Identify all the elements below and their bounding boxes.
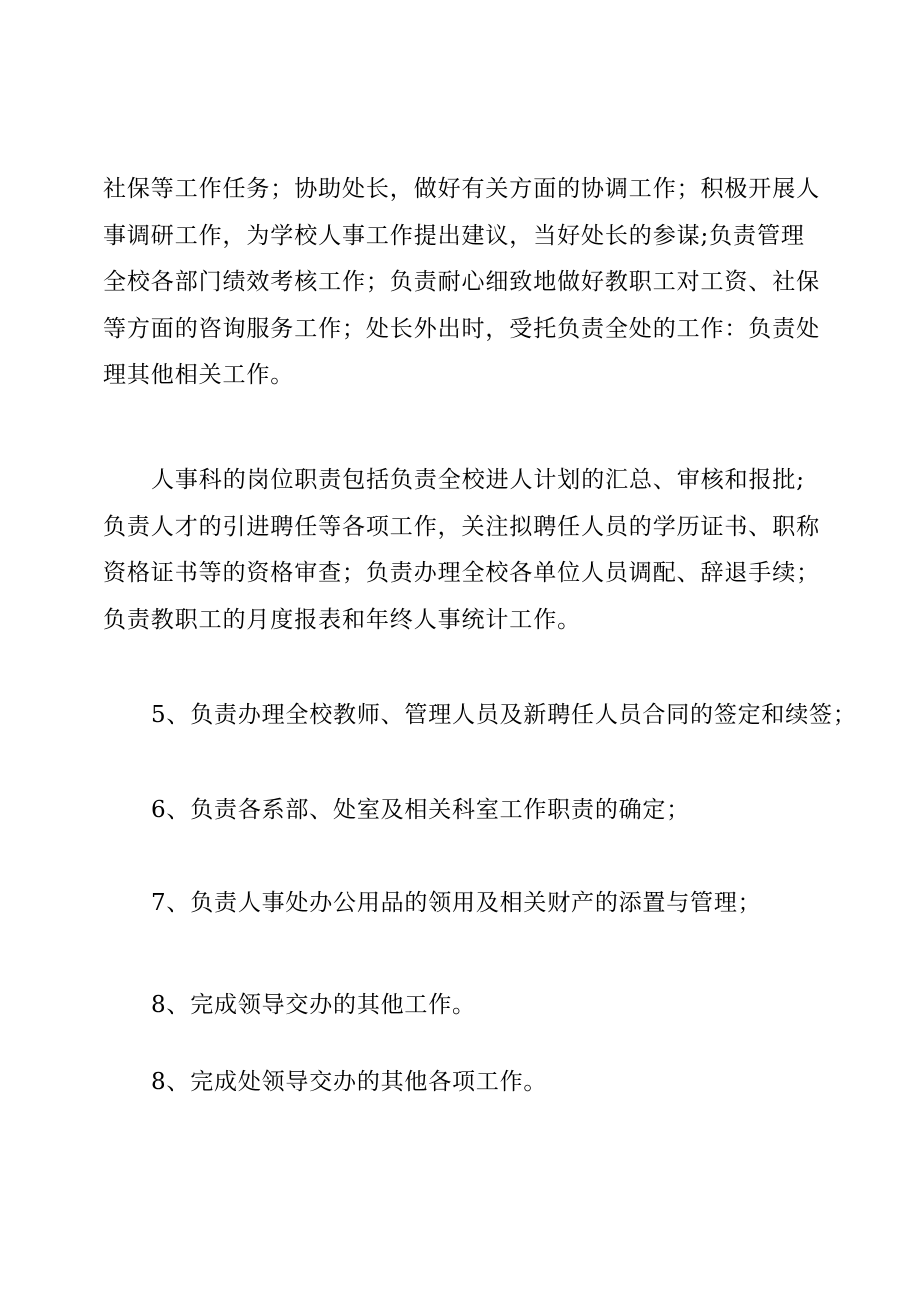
list-item-6: 6、负责各系部、处室及相关科室工作职责的确定； bbox=[151, 797, 691, 823]
list-item-8-repeat: 8、完成处领导交办的其他各项工作。 bbox=[151, 1069, 548, 1095]
paragraph-duties-continued: 社保等工作任务；协助处长，做好有关方面的协调工作；积极开展人事调研工作，为学校人事工作提出建议，当好处长的参谋;负责管理全校各部门绩效考核工作；负责耐心细致地做好教职工对工资、社保等方面的咨询服务工作；处长外出时，受托负责全处的工作：负责处理其他相关工作。 bbox=[103, 176, 820, 388]
paragraph-personnel-section-duties: 人事科的岗位职责包括负责全校进人计划的汇总、审核和报批;负责人才的引进聘任等各项工作，关注拟聘任人员的学历证书、职称资格证书等的资格审查；负责办理全校各单位人员调配、辞退手续；负责教职工的月度报表和年终人事统计工作。 bbox=[103, 467, 820, 633]
list-item-5: 5、负责办理全校教师、管理人员及新聘任人员合同的签定和续签； bbox=[151, 702, 857, 728]
list-item-8: 8、完成领导交办的其他工作。 bbox=[151, 992, 476, 1018]
list-item-7: 7、负责人事处办公用品的领用及相关财产的添置与管理； bbox=[151, 890, 762, 916]
